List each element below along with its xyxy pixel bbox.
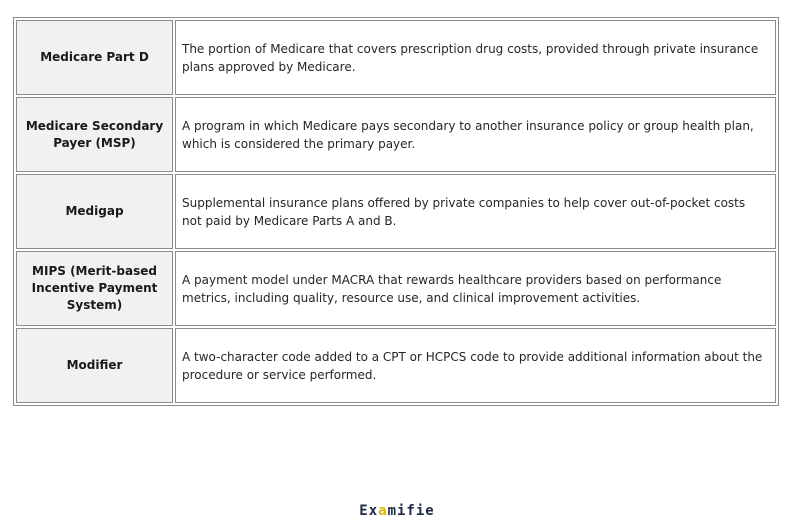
lightbulb-icon: a (378, 503, 388, 519)
term-cell: Medicare Secondary Payer (MSP) (16, 97, 173, 172)
glossary-table (13, 17, 779, 406)
table-row (15, 327, 777, 404)
examifie-logo (0, 503, 794, 519)
term-cell: MIPS (Merit-based Incentive Payment System) (16, 251, 173, 326)
table-row (15, 250, 777, 327)
logo-text-end: mifie (387, 503, 435, 519)
term-cell: Medicare Part D (16, 20, 173, 95)
definition-cell: A payment model under MACRA that rewards healthcare providers based on performance metrics, including quality, resource use, and clinical improvement activities. (175, 251, 776, 326)
term-cell: Modifier (16, 328, 173, 403)
table-row (15, 19, 777, 96)
definition-cell: The portion of Medicare that covers prescription drug costs, provided through private insurance plans approved by Medicare. (175, 20, 776, 95)
definition-cell: A program in which Medicare pays secondary to another insurance policy or group health plan, which is considered the primary payer. (175, 97, 776, 172)
definition-cell: A two-character code added to a CPT or HCPCS code to provide additional information about the procedure or service performed. (175, 328, 776, 403)
table-row (15, 96, 777, 173)
definition-cell: Supplemental insurance plans offered by private companies to help cover out-of-pocket costs not paid by Medicare Parts A and B. (175, 174, 776, 249)
table-row (15, 173, 777, 250)
logo-text-start: Ex (359, 503, 379, 519)
term-cell: Medigap (16, 174, 173, 249)
